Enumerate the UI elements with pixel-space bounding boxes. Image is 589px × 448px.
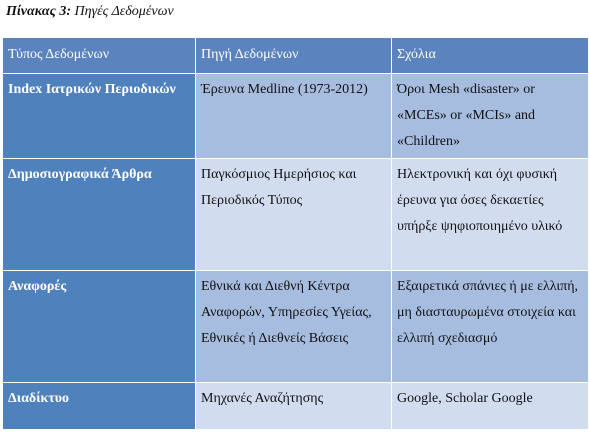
- header-row: [3, 38, 589, 74]
- table-caption: [6, 4, 174, 20]
- row-type-cell: Διαδίκτυο: [3, 383, 196, 430]
- row-comments-cell: Ηλεκτρονική και όχι φυσική έρευνα για όσες δεκαετίες υπήρξε ψηφιοποιημένο υλικό: [392, 159, 589, 271]
- row-type-cell: Index Ιατρικών Περιοδικών: [3, 74, 196, 159]
- row-source-cell: Παγκόσμιος Ημερήσιος και Περιοδικός Τύπος: [196, 159, 392, 271]
- caption-label: Πίνακας 3:: [6, 4, 72, 19]
- row-source-cell: Έρευνα Medline (1973-2012): [196, 74, 392, 159]
- header-data-type: Τύπος Δεδομένων: [3, 38, 196, 74]
- table-row: [3, 74, 589, 159]
- table-row: [3, 159, 589, 271]
- caption-text: Πηγές Δεδομένων: [74, 4, 174, 19]
- row-comments-cell: Όροι Mesh «disaster» or «MCEs» or «MCIs» and «Children»: [392, 74, 589, 159]
- table-body: [3, 74, 589, 430]
- table-row: [3, 271, 589, 383]
- table-row: [3, 383, 589, 430]
- row-comments-cell: Google, Scholar Google: [392, 383, 589, 430]
- row-type-cell: Δημοσιογραφικά Άρθρα: [3, 159, 196, 271]
- row-source-cell: Εθνικά και Διεθνή Κέντρα Αναφορών, Υπηρεσίες Υγείας, Εθνικές ή Διεθνείς Βάσεις: [196, 271, 392, 383]
- table-header: [3, 38, 589, 74]
- row-source-cell: Μηχανές Αναζήτησης: [196, 383, 392, 430]
- row-type-cell: Αναφορές: [3, 271, 196, 383]
- data-sources-table: [2, 37, 589, 430]
- row-comments-cell: Εξαιρετικά σπάνιες ή με ελλιπή, μη διασταυρωμένα στοιχεία και ελλιπή σχεδιασμό: [392, 271, 589, 383]
- header-comments: Σχόλια: [392, 38, 589, 74]
- header-data-source: Πηγή Δεδομένων: [196, 38, 392, 74]
